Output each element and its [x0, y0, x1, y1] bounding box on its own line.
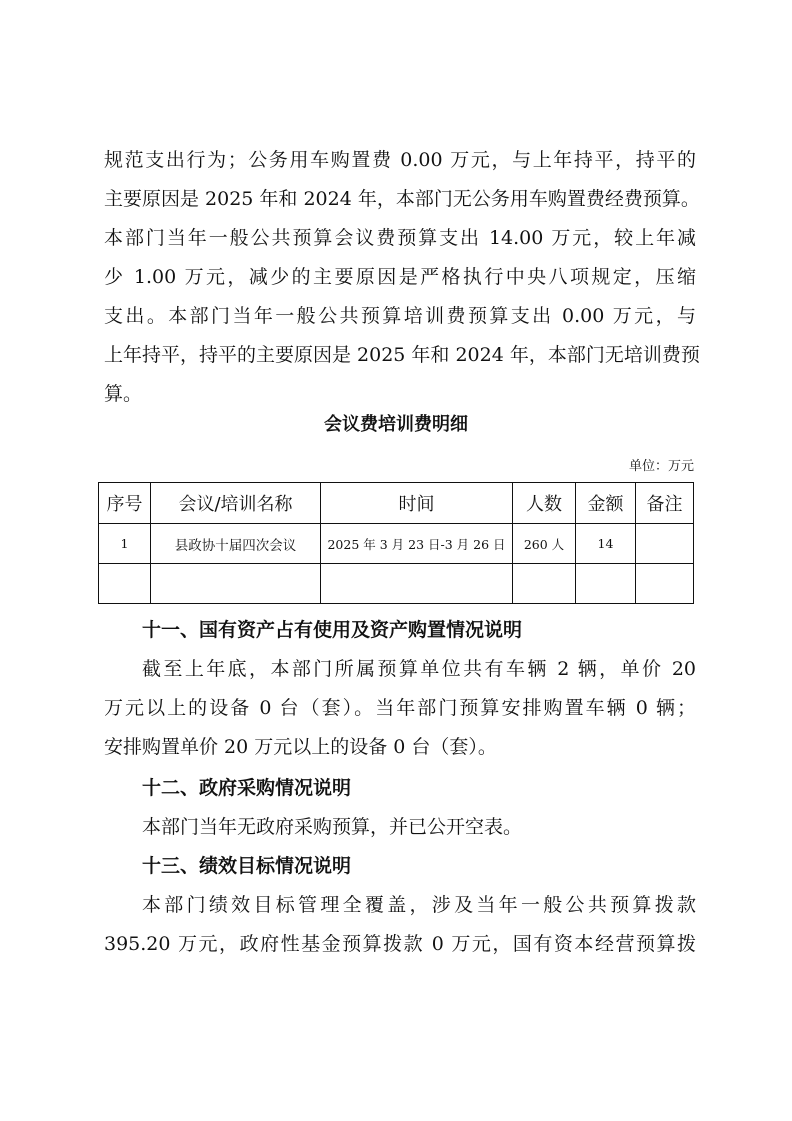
section-heading: 十三、绩效目标情况说明 — [142, 855, 352, 877]
cell-people: 260 人 — [513, 524, 576, 564]
paragraph-line: 支出。本部门当年一般公共预算培训费预算支出 0.00 万元，与 — [104, 305, 696, 327]
paragraph-line: 上年持平，持平的主要原因是 2025 年和 2024 年，本部门无培训费预 — [104, 344, 700, 366]
cell-remark — [636, 564, 694, 604]
paragraph-line: 万元以上的设备 0 台（套）。当年部门预算安排购置车辆 0 辆； — [104, 697, 696, 719]
cell-remark — [636, 524, 694, 564]
paragraph-line: 本部门当年一般公共预算会议费预算支出 14.00 万元，较上年减 — [104, 227, 696, 249]
cell-index — [99, 564, 151, 604]
header-index: 序号 — [99, 483, 151, 524]
cell-amount: 14 — [576, 524, 636, 564]
cell-index: 1 — [99, 524, 151, 564]
cell-people — [513, 564, 576, 604]
paragraph-line: 本部门当年无政府采购预算，并已公开空表。 — [142, 816, 523, 838]
table-unit: 单位：万元 — [628, 459, 694, 474]
table-row — [99, 524, 694, 564]
paragraph-line: 算。 — [104, 383, 143, 405]
paragraph-line: 本部门绩效目标管理全覆盖，涉及当年一般公共预算拨款 — [142, 894, 696, 916]
header-amount: 金额 — [576, 483, 636, 524]
meeting-training-table — [98, 482, 694, 604]
cell-time — [321, 564, 513, 604]
paragraph-line: 安排购置单价 20 万元以上的设备 0 台（套）。 — [104, 736, 497, 758]
header-name: 会议/培训名称 — [151, 483, 321, 524]
header-time: 时间 — [321, 483, 513, 524]
table-row — [99, 564, 694, 604]
paragraph-line: 规范支出行为；公务用车购置费 0.00 万元，与上年持平，持平的 — [104, 149, 696, 171]
cell-name — [151, 564, 321, 604]
paragraph-line: 截至上年底，本部门所属预算单位共有车辆 2 辆，单价 20 — [142, 658, 696, 680]
header-remark: 备注 — [636, 483, 694, 524]
table-header-row — [99, 483, 694, 524]
section-heading: 十二、政府采购情况说明 — [142, 777, 352, 799]
paragraph-line: 395.20 万元，政府性基金预算拨款 0 万元，国有资本经营预算拨 — [104, 933, 696, 955]
cell-amount — [576, 564, 636, 604]
header-people: 人数 — [513, 483, 576, 524]
cell-time: 2025 年 3 月 23 日-3 月 26 日 — [321, 524, 513, 564]
paragraph-line: 少 1.00 万元，减少的主要原因是严格执行中央八项规定，压缩 — [104, 266, 696, 288]
table-title: 会议费培训费明细 — [324, 414, 468, 435]
paragraph-line: 主要原因是 2025 年和 2024 年，本部门无公务用车购置费经费预算。 — [104, 188, 700, 210]
cell-name: 县政协十届四次会议 — [151, 524, 321, 564]
section-heading: 十一、国有资产占有使用及资产购置情况说明 — [142, 619, 523, 641]
